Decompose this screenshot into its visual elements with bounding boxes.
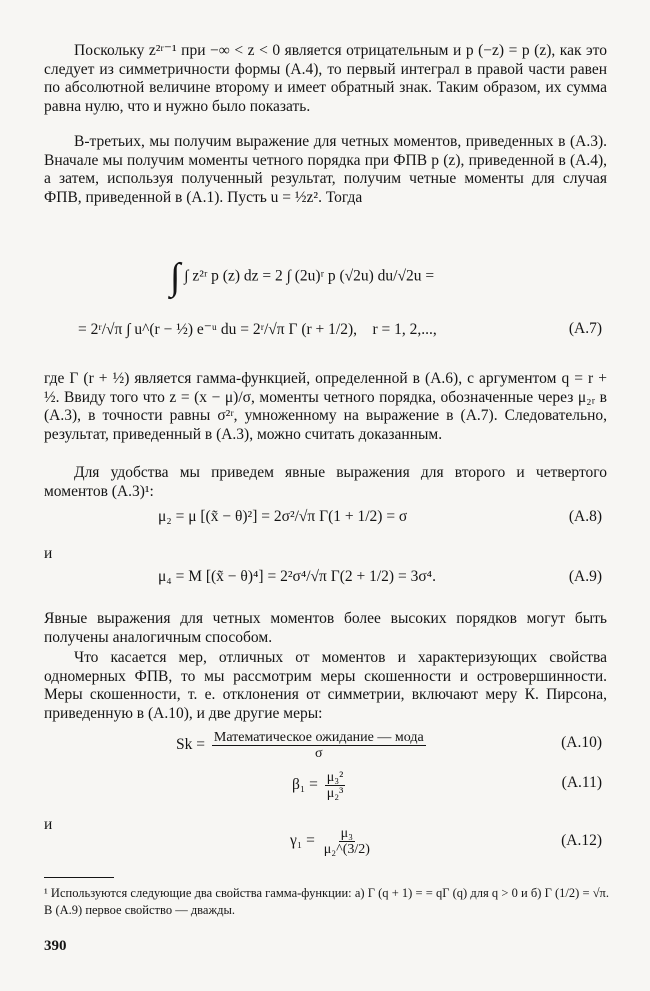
equation-a8-label: (А.8)	[568, 508, 602, 525]
equation-a12	[290, 826, 375, 857]
conjunction-and-1: и	[44, 545, 53, 562]
paragraph-higher-moments: Явные выражения для четных моментов более высоких порядков могут быть получены аналогичным способом.	[44, 610, 607, 646]
integral-sign: ∫	[170, 256, 181, 298]
equation-a8: μ₂ = μ [(x̃ − θ)²] = 2σ²/√π Γ(1 + 1/2) = σ	[158, 508, 408, 525]
equation-a12-denominator: μ₂^(3/2)	[323, 842, 370, 857]
footnote: ¹ Используются следующие два свойства гамма-функции: а) Γ (q + 1) = = qΓ (q) для q > 0 и б) Γ (1/2) = √π. В (А.9) первое свойство — дважды.	[44, 886, 609, 917]
paragraph-explicit: Для удобства мы приведем явные выражения для второго и четвертого моментов (А.3)¹:	[44, 464, 607, 500]
paragraph-skewness: Что касается мер, отличных от моментов и характеризующих свойства одномерных ФПВ, то мы рассмотрим меры скошенности и островершинности. Меры скошенности, т. е. отклонения от симметрии, включают меру К. Пирсона, приведенную в (А.10), и две другие меры:	[44, 649, 607, 722]
equation-a10	[176, 730, 429, 761]
equation-a7-line2	[78, 320, 437, 339]
equation-a11-fraction	[325, 770, 346, 801]
equation-a11-denominator: μ₂³	[326, 786, 344, 801]
equation-a11-left: β₁ =	[292, 776, 318, 794]
paragraph-gamma: где Γ (r + ½) является гамма-функцией, определенной в (А.6), с аргументом q = r + ½. Ввиду того что z = (x − μ)/σ, моменты четного порядка, обозначенные через μ₂ᵣ в (А.3), в точности равны σ²ʳ, умноженному на выражение в (А.7). Следовательно, результат, приведенный в (А.3), можно считать доказанным.	[44, 370, 607, 443]
equation-a10-label: (А.10)	[561, 734, 602, 751]
equation-a7-range: r = 1, 2,...,	[372, 321, 437, 338]
equation-a11	[292, 770, 348, 801]
equation-a9: μ₄ = M [(x̃ − θ)⁴] = 2²σ⁴/√π Γ(2 + 1/2) = 3σ⁴.	[158, 568, 436, 585]
equation-a7-line1-text: ∫ z²ʳ p (z) dz = 2 ∫ (2u)ʳ p (√2u) du/√2u =	[184, 267, 435, 285]
footnote-rule	[44, 877, 114, 878]
equation-a12-fraction	[322, 826, 372, 857]
equation-a7-line1	[170, 258, 434, 296]
equation-a10-fraction	[212, 730, 426, 761]
conjunction-and-2: и	[44, 816, 53, 833]
paragraph-even-moments: В-третьих, мы получим выражение для четных моментов, приведенных в (А.3). Вначале мы получим моменты четного порядка при ФПВ p (z), приведенной в (А.4), а затем, используя полученный результат, получим четные моменты для случая ФПВ, приведенной в (А.1). Пусть u = ½z². Тогда	[44, 133, 607, 206]
equation-a12-left: γ₁ =	[290, 832, 315, 850]
equation-a7-line2-text: = 2ʳ/√π ∫ u^(r − ½) e⁻ᵘ du = 2ʳ/√π Γ (r + 1/2),	[78, 321, 357, 338]
equation-a12-numerator: μ₃	[340, 826, 354, 841]
equation-a10-denominator: σ	[315, 746, 323, 761]
equation-a7-label: (А.7)	[568, 320, 602, 337]
equation-a12-label: (А.12)	[561, 832, 602, 849]
paragraph-symmetry: Поскольку z²ʳ⁻¹ при −∞ < z < 0 является отрицательным и p (−z) = p (z), как это следует из симметричности формы (А.4), то первый интеграл в правой части равен по абсолютной величине второму и имеет обратный знак. Таким образом, их сумма равна нулю, что и нужно было показать.	[44, 42, 607, 115]
equation-a11-label: (А.11)	[561, 774, 602, 791]
equation-a9-label: (А.9)	[568, 568, 602, 585]
page-number: 390	[44, 938, 67, 954]
equation-a10-left: Sk =	[176, 736, 205, 754]
equation-a10-numerator: Математическое ожидание — мода	[213, 730, 424, 745]
equation-a11-numerator: μ₃²	[326, 770, 344, 785]
